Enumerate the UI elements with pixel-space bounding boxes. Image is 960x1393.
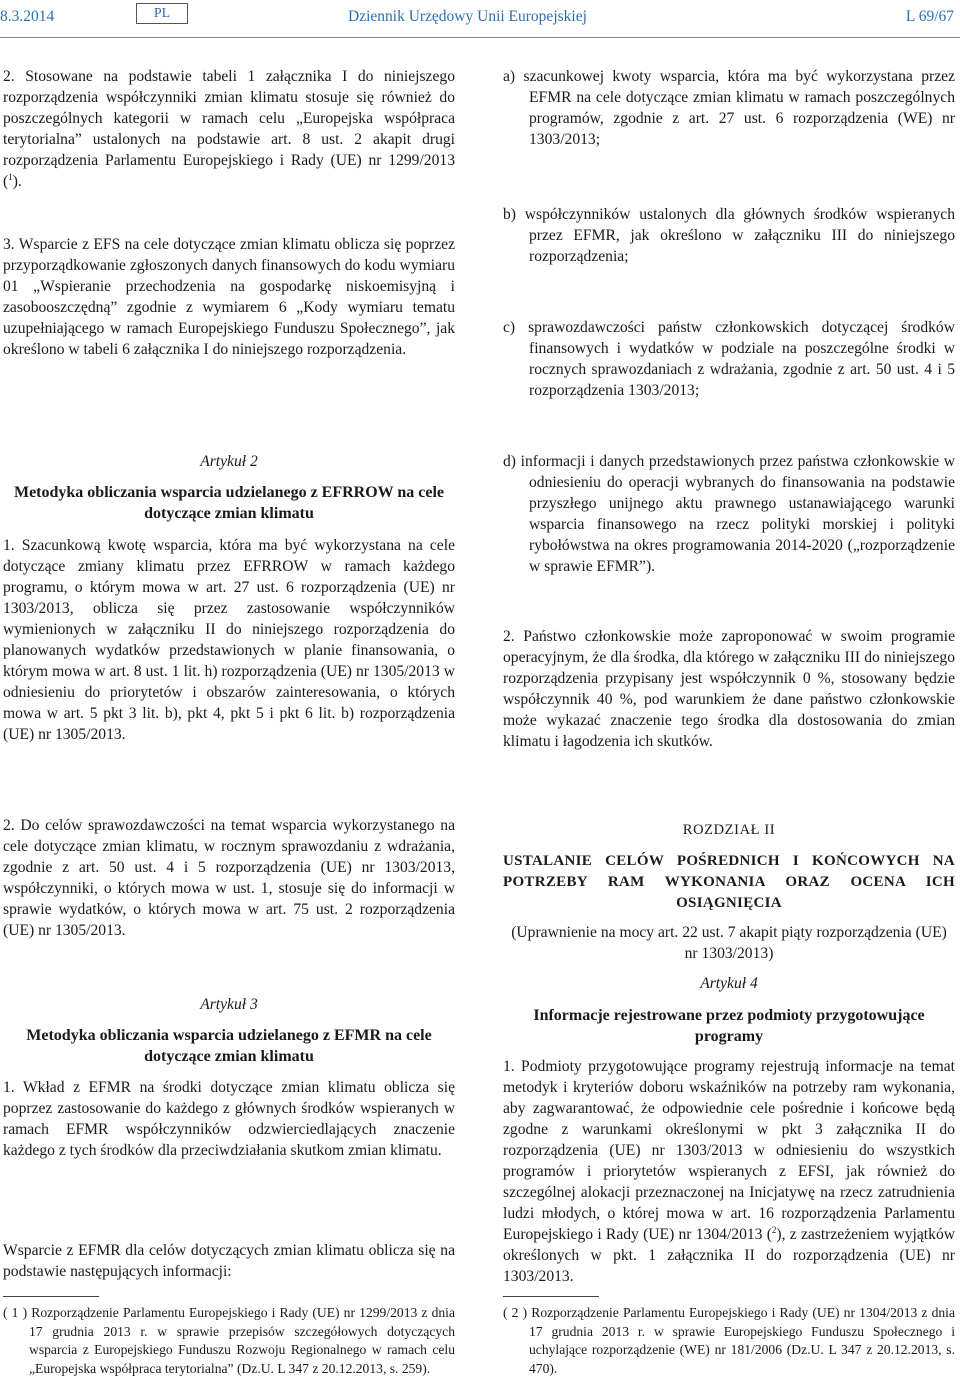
item-a: a) szacunkowej kwoty wsparcia, która ma być wykorzystana przez EFMR na cele dotyczące zmian klimatu w ramach poszczególnych programów, zgodnie z art. 27 ust. 6 rozporządzenia (WE) nr 1303/2013; xyxy=(503,68,955,148)
article-4-para-1: 1. Podmioty przygotowujące programy rejestrują informacje na temat metodyk i kryteriów doboru wskaźników na potrzeby ram wykonania, aby zagwarantować, że odpowiednie cele pośrednie i końcowe będą zgodne z warunkami określonymi w pkt 3 załącznika II do rozporządzenia (UE) nr 1303/2013 w odniesieniu do wszystkich programów i priorytetów wspieranych z EFSI, jak również do szczególnej alokacji przeznaczonej na Inicjatywę na rzecz zatrudnienia ludzi młodych, o której mowa w art. 16 rozporządzenia Parlamentu Europejskiego i Rady (UE) nr 1304/2013 ($^2$), z zastrzeżeniem wyjątków określonych w pkt. 1 załącznika II do rozporządzenia (UE) nr 1303/2013. xyxy=(503,1058,955,1285)
article-3-para-2: Wsparcie z EFMR dla celów dotyczących zmian klimatu oblicza się na podstawie następujących informacji: xyxy=(3,1242,455,1280)
item-c: c) sprawozdawczości państw członkowskich dotyczącej środków finansowych i wydatków w podziale na poszczególne środki w rocznych sprawozdaniach z wdrażania, zgodnie z art. 50 ust. 4 i 5 rozporządzenia 1303/2013; xyxy=(503,319,955,399)
article-3-title: Metodyka obliczania wsparcia udzielanego z EFMR na cele dotyczące zmian klimatu xyxy=(26,1027,432,1065)
article-3-para-1: 1. Wkład z EFMR na środki dotyczące zmian klimatu oblicza się poprzez zastosowanie do każdego z głównych środków wspieranych w ramach EFMR współczynników odzwierciedlających znaczenie każdego z tych środków dla przeciwdziałania skutkom zmian klimatu. xyxy=(3,1079,455,1159)
chapter-number: ROZDZIAŁ II xyxy=(682,822,776,838)
article-3-label: Artykuł 3 xyxy=(200,996,258,1013)
empowerment-note: (Uprawnienie na mocy art. 22 ust. 7 akapit piąty rozporządzenia (UE) nr 1303/2013) xyxy=(511,924,947,962)
footnote-2: ( 2 ) Rozporządzenie Parlamentu Europejskiego i Rady (UE) nr 1304/2013 z dnia 17 grudnia 2013 r. w sprawie Europejskiego Funduszu Społecznego i uchylające rozporządzenie (WE) nr 181/2006 (Dz.U. L 347 z 20.12.2013, s. 470). xyxy=(503,1305,955,1376)
article-2-label: Artykuł 2 xyxy=(200,453,258,470)
issue-date: 8.3.2014 xyxy=(0,8,55,25)
article-2-title: Metodyka obliczania wsparcia udzielanego z EFRROW na cele dotyczące zmian klimatu xyxy=(13,484,445,522)
article-2-para-1: 1. Szacunkową kwotę wsparcia, która ma być wykorzystana na cele dotyczące zmiany klimatu przez EFRROW w ramach każdego programu, o którym mowa w art. 27 ust. 6 rozporządzenia (UE) nr 1303/2013, oblicza się przez zastosowanie współczynników wymienionych w załączniku II do niniejszego rozporządzenia do planowanych wydatków przedstawionych w planie finansowania, o którym mowa w art. 8 ust. 1 lit. h) rozporządzenia (UE) nr 1305/2013 w odniesieniu do priorytetów i obszarów zainteresowania, o których mowa w art. 5 pkt 3 lit. b), pkt 4, pkt 5 i pkt 6 lit. b) rozporządzenia (UE) nr 1305/2013. xyxy=(3,537,455,743)
left-para-3: 3. Wsparcie z EFS na cele dotyczące zmian klimatu oblicza się poprzez przyporządkowanie zgłoszonych danych finansowych do kodu wymiaru 01 „Wspieranie przechodzenia na gospodarkę niskoemisyjną i zasobooszczędną” zgodnie z wymiarem 6 „Kody wymiaru tematu uzupełniającego w ramach Europejskiego Funduszu Społecznego”, jak określono w tabeli 6 załącznika I do niniejszego rozporządzenia. xyxy=(3,236,455,358)
article-2-para-2: 2. Do celów sprawozdawczości na temat wsparcia wykorzystanego na cele dotyczące zmian klimatu, w rocznym sprawozdaniu z wdrażania, zgodnie z art. 50 ust. 4 i 5 rozporządzenia (UE) nr 1303/2013, współczynniki, o których mowa w ust. 1, stosuje się do informacji w sprawie wydatków, o których mowa w art. 75 ust. 2 rozporządzenia (UE) nr 1305/2013. xyxy=(3,817,455,939)
footnote-1: ( 1 ) Rozporządzenie Parlamentu Europejskiego i Rady (UE) nr 1299/2013 z dnia 17 grudnia 2013 r. w sprawie przepisów szczegółowych dotyczących wsparcia z Europejskiego Funduszu Rozwoju Regionalnego w ramach celu „Europejska współpraca terytorialna” (Dz.U. L 347 z 20.12.2013, s. 259). xyxy=(3,1305,455,1376)
footnote-rule-right xyxy=(503,1296,599,1297)
page-header xyxy=(0,0,960,44)
footnote-rule-left xyxy=(3,1296,99,1297)
chapter-title: USTALANIE CELÓW POŚREDNICH I KOŃCOWYCH NA POTRZEBY RAM WYKONANIA ORAZ OCENA ICH OSIĄGNIĘCIA xyxy=(503,853,955,911)
item-d: d) informacji i danych przedstawionych przez państwa członkowskie w odniesieniu do operacji wybranych do finansowania na podstawie przyszłego unijnego aktu prawnego ustanawiającego warunki wsparcia finansowego na rzecz polityki morskiej i polityki rybołówstwa na okres programowania 2014-2020 („rozporządzenie w sprawie EFMR”). xyxy=(503,453,955,575)
item-b: b) współczynników ustalonych dla głównych środków wspieranych przez EFMR, jak określono w załączniku III do niniejszego rozporządzenia; xyxy=(503,206,955,265)
page-number: L 69/67 xyxy=(905,8,954,25)
language-badge: PL xyxy=(136,3,188,24)
right-para-2: 2. Państwo członkowskie może zaproponować w swoim programie operacyjnym, że dla środka, dla którego w załączniku III do niniejszego rozporządzenia przypisany jest współczynnik 0 %, stosowany będzie współczynnik 40 %, pod warunkiem że dane państwo członkowskie może wykazać znaczenie tego środka dla dostosowania do zmian klimatu i łagodzenia ich skutków. xyxy=(503,628,955,750)
header-rule xyxy=(0,37,960,38)
journal-title: Dziennik Urzędowy Unii Europejskiej xyxy=(348,8,587,25)
article-4-label: Artykuł 4 xyxy=(700,975,758,992)
article-4-title: Informacje rejestrowane przez podmioty przygotowujące programy xyxy=(533,1007,925,1045)
left-para-2: 2. Stosowane na podstawie tabeli 1 załącznika I do niniejszego rozporządzenia współczynniki zmian klimatu stosuje się również do poszczególnych kategorii w ramach celu „Europejska współpraca terytorialna” ustalonych na podstawie art. 8 ust. 2 akapit drugi rozporządzenia Parlamentu Europejskiego i Rady (UE) nr 1299/2013 ($^1$). xyxy=(3,68,455,190)
